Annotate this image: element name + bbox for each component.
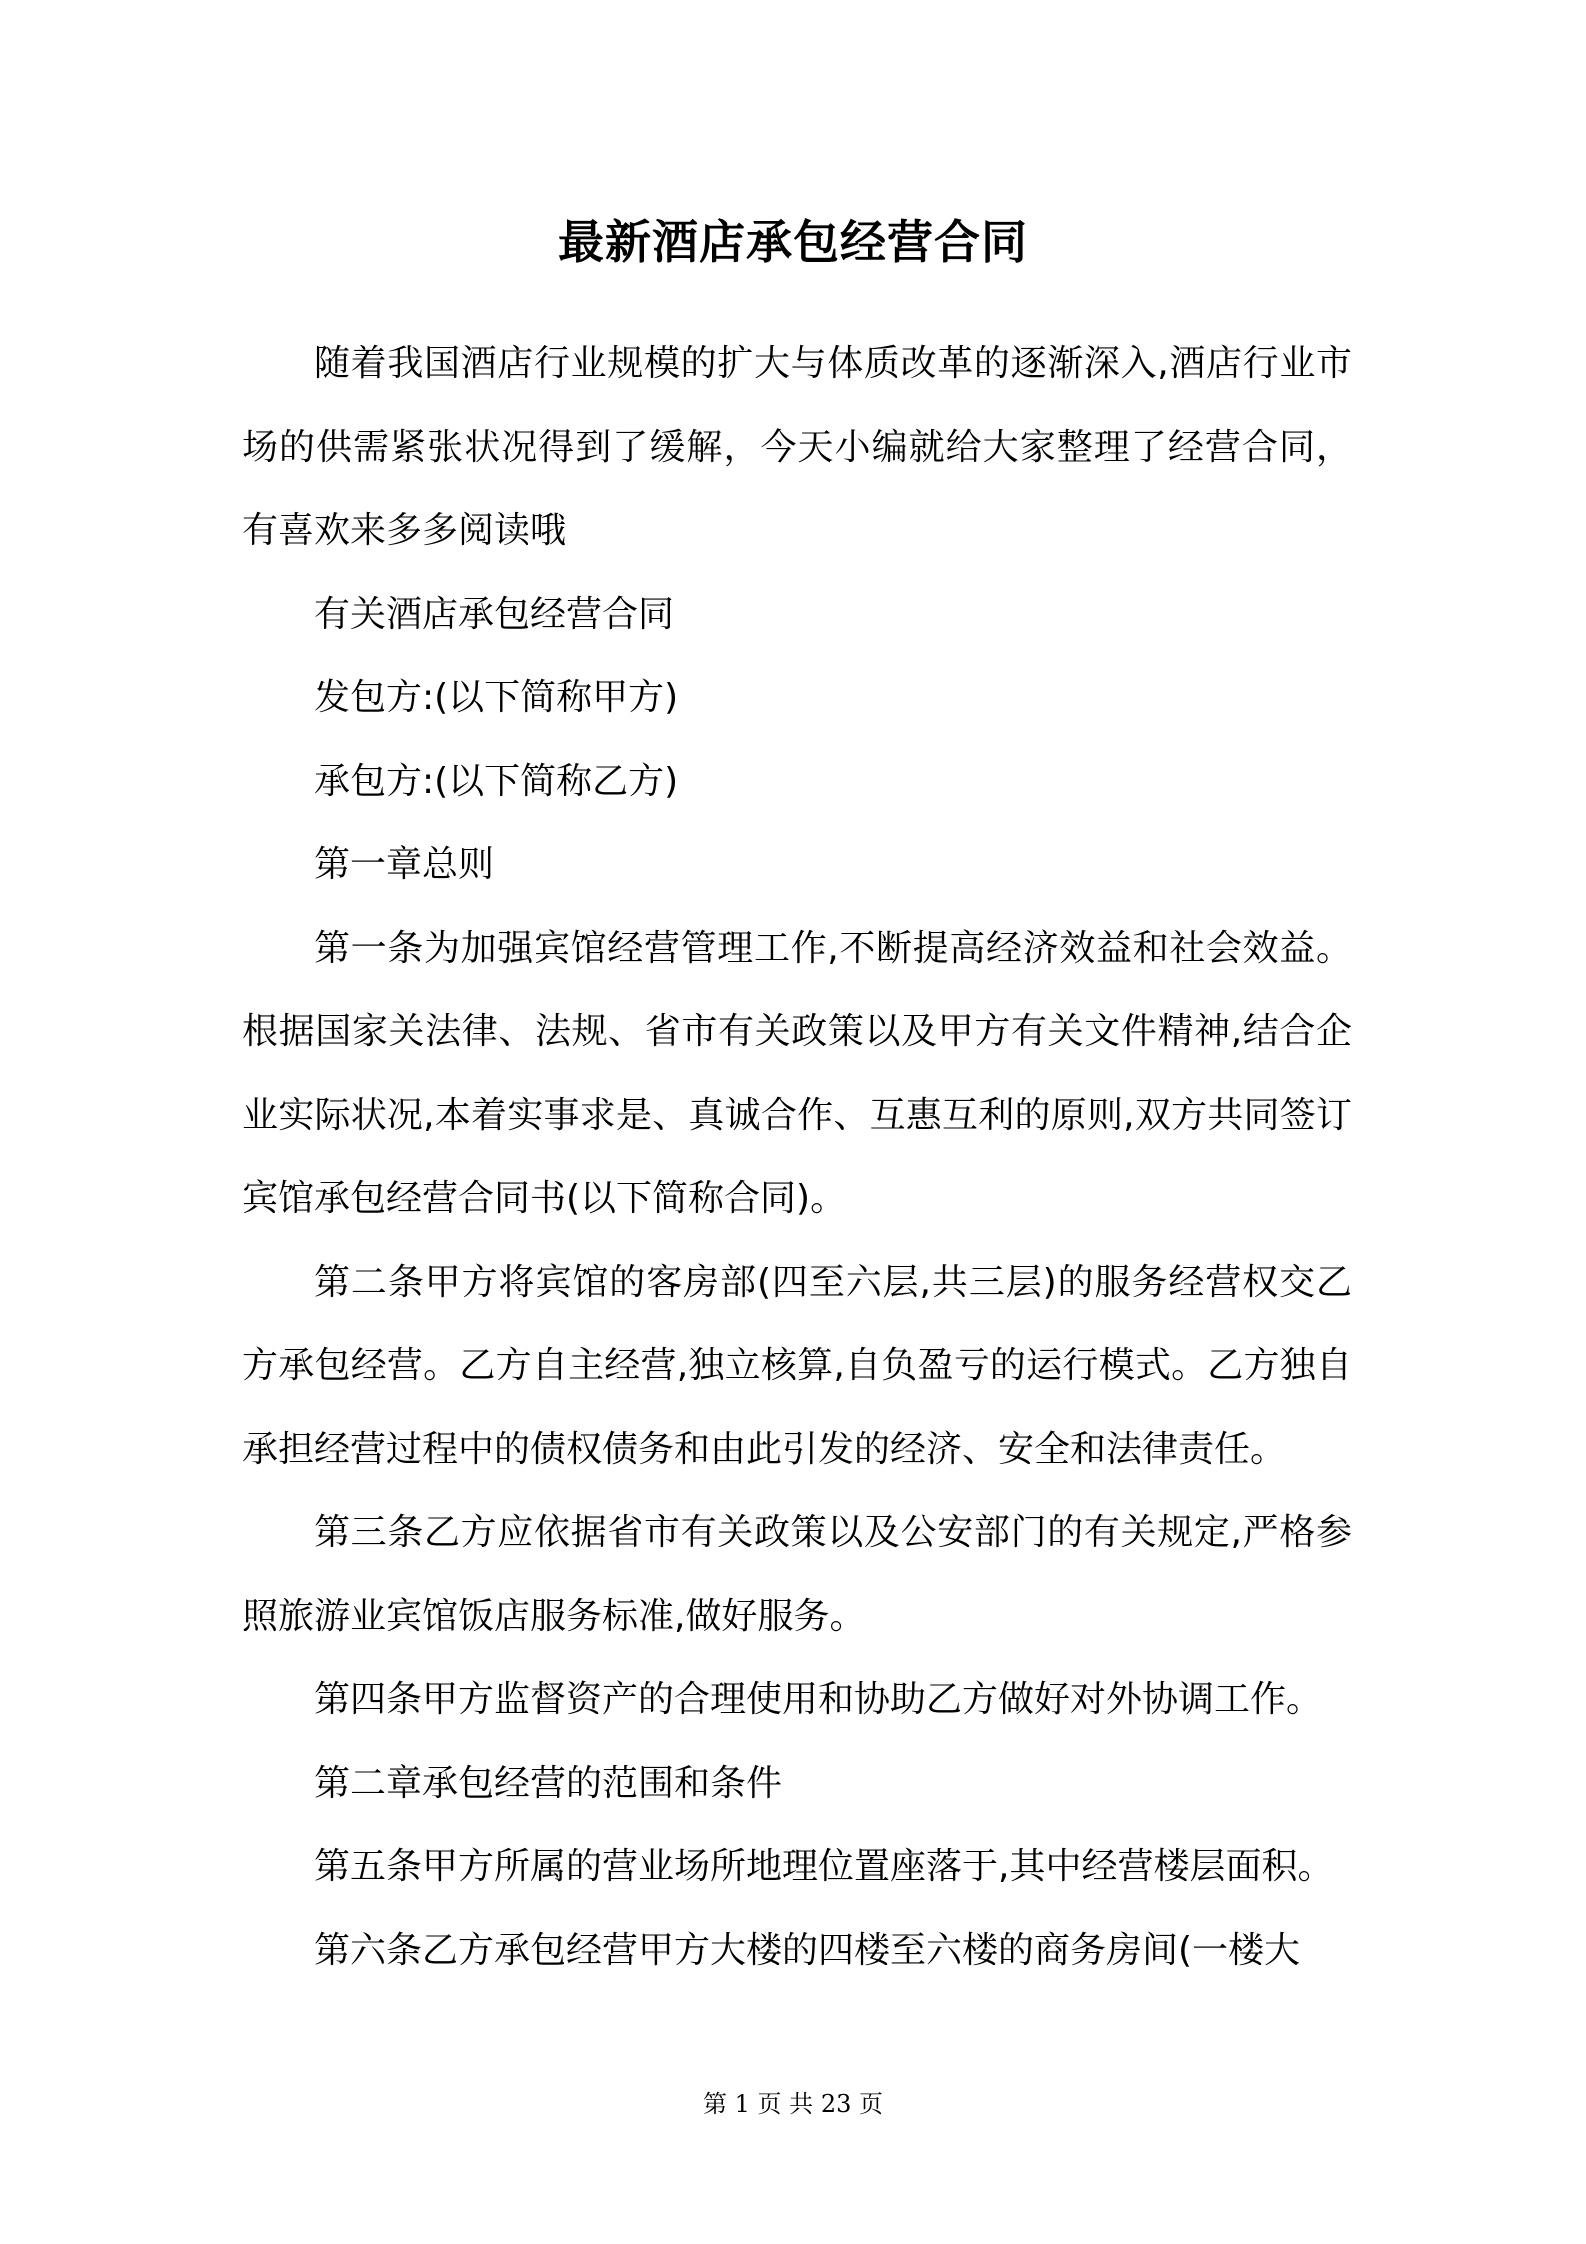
- footer-middle: 页 共: [757, 2090, 814, 2118]
- footer-total-pages: 23: [820, 2090, 852, 2118]
- paragraph-subtitle: 有关酒店承包经营合同: [314, 593, 675, 635]
- footer-prefix: 第: [702, 2090, 727, 2118]
- chapter-heading-2: 第二章承包经营的范围和条件: [314, 1762, 783, 1804]
- paragraph-party-a: 发包方:(以下简称甲方): [314, 677, 679, 718]
- page-footer: [0, 2088, 1586, 2120]
- paragraph-intro: 随着我国酒店行业规模的扩大与体质改革的逐渐深入,酒店行业市场的供需紧张状况得到了缓解，今天小编就给大家整理了经营合同，有喜欢来多多阅读哦: [242, 343, 1352, 551]
- document-title: 最新酒店承包经营合同: [558, 215, 1028, 269]
- article-2: 第二条甲方将宾馆的客房部(四至六层,共三层)的服务经营权交乙方承包经营。乙方自主经营,独立核算,自负盈亏的运行模式。乙方独自承担经营过程中的债权债务和由此引发的经济、安全和法律责任。: [242, 1261, 1352, 1470]
- footer-suffix: 页: [859, 2090, 884, 2118]
- article-1: 第一条为加强宾馆经营管理工作,不断提高经济效益和社会效益。根据国家关法律、法规、省市有关政策以及甲方有关文件精神,结合企业实际状况,本着实事求是、真诚合作、互惠互利的原则,双方共同签订宾馆承包经营合同书(以下简称合同)。: [242, 927, 1352, 1219]
- article-5: 第五条甲方所属的营业场所地理位置座落于,其中经营楼层面积。: [314, 1846, 1334, 1887]
- article-4: 第四条甲方监督资产的合理使用和协助乙方做好对外协调工作。: [314, 1679, 1323, 1720]
- article-6: 第六条乙方承包经营甲方大楼的四楼至六楼的商务房间(一楼大: [314, 1929, 1301, 1971]
- paragraph-party-b: 承包方:(以下简称乙方): [314, 760, 679, 802]
- article-3: 第三条乙方应依据省市有关政策以及公安部门的有关规定,严格参照旅游业宾馆饭店服务标准,做好服务。: [242, 1512, 1352, 1637]
- footer-current-page: 1: [734, 2090, 750, 2118]
- chapter-heading-1: 第一章总则: [314, 844, 495, 885]
- document-body: [242, 322, 1352, 1992]
